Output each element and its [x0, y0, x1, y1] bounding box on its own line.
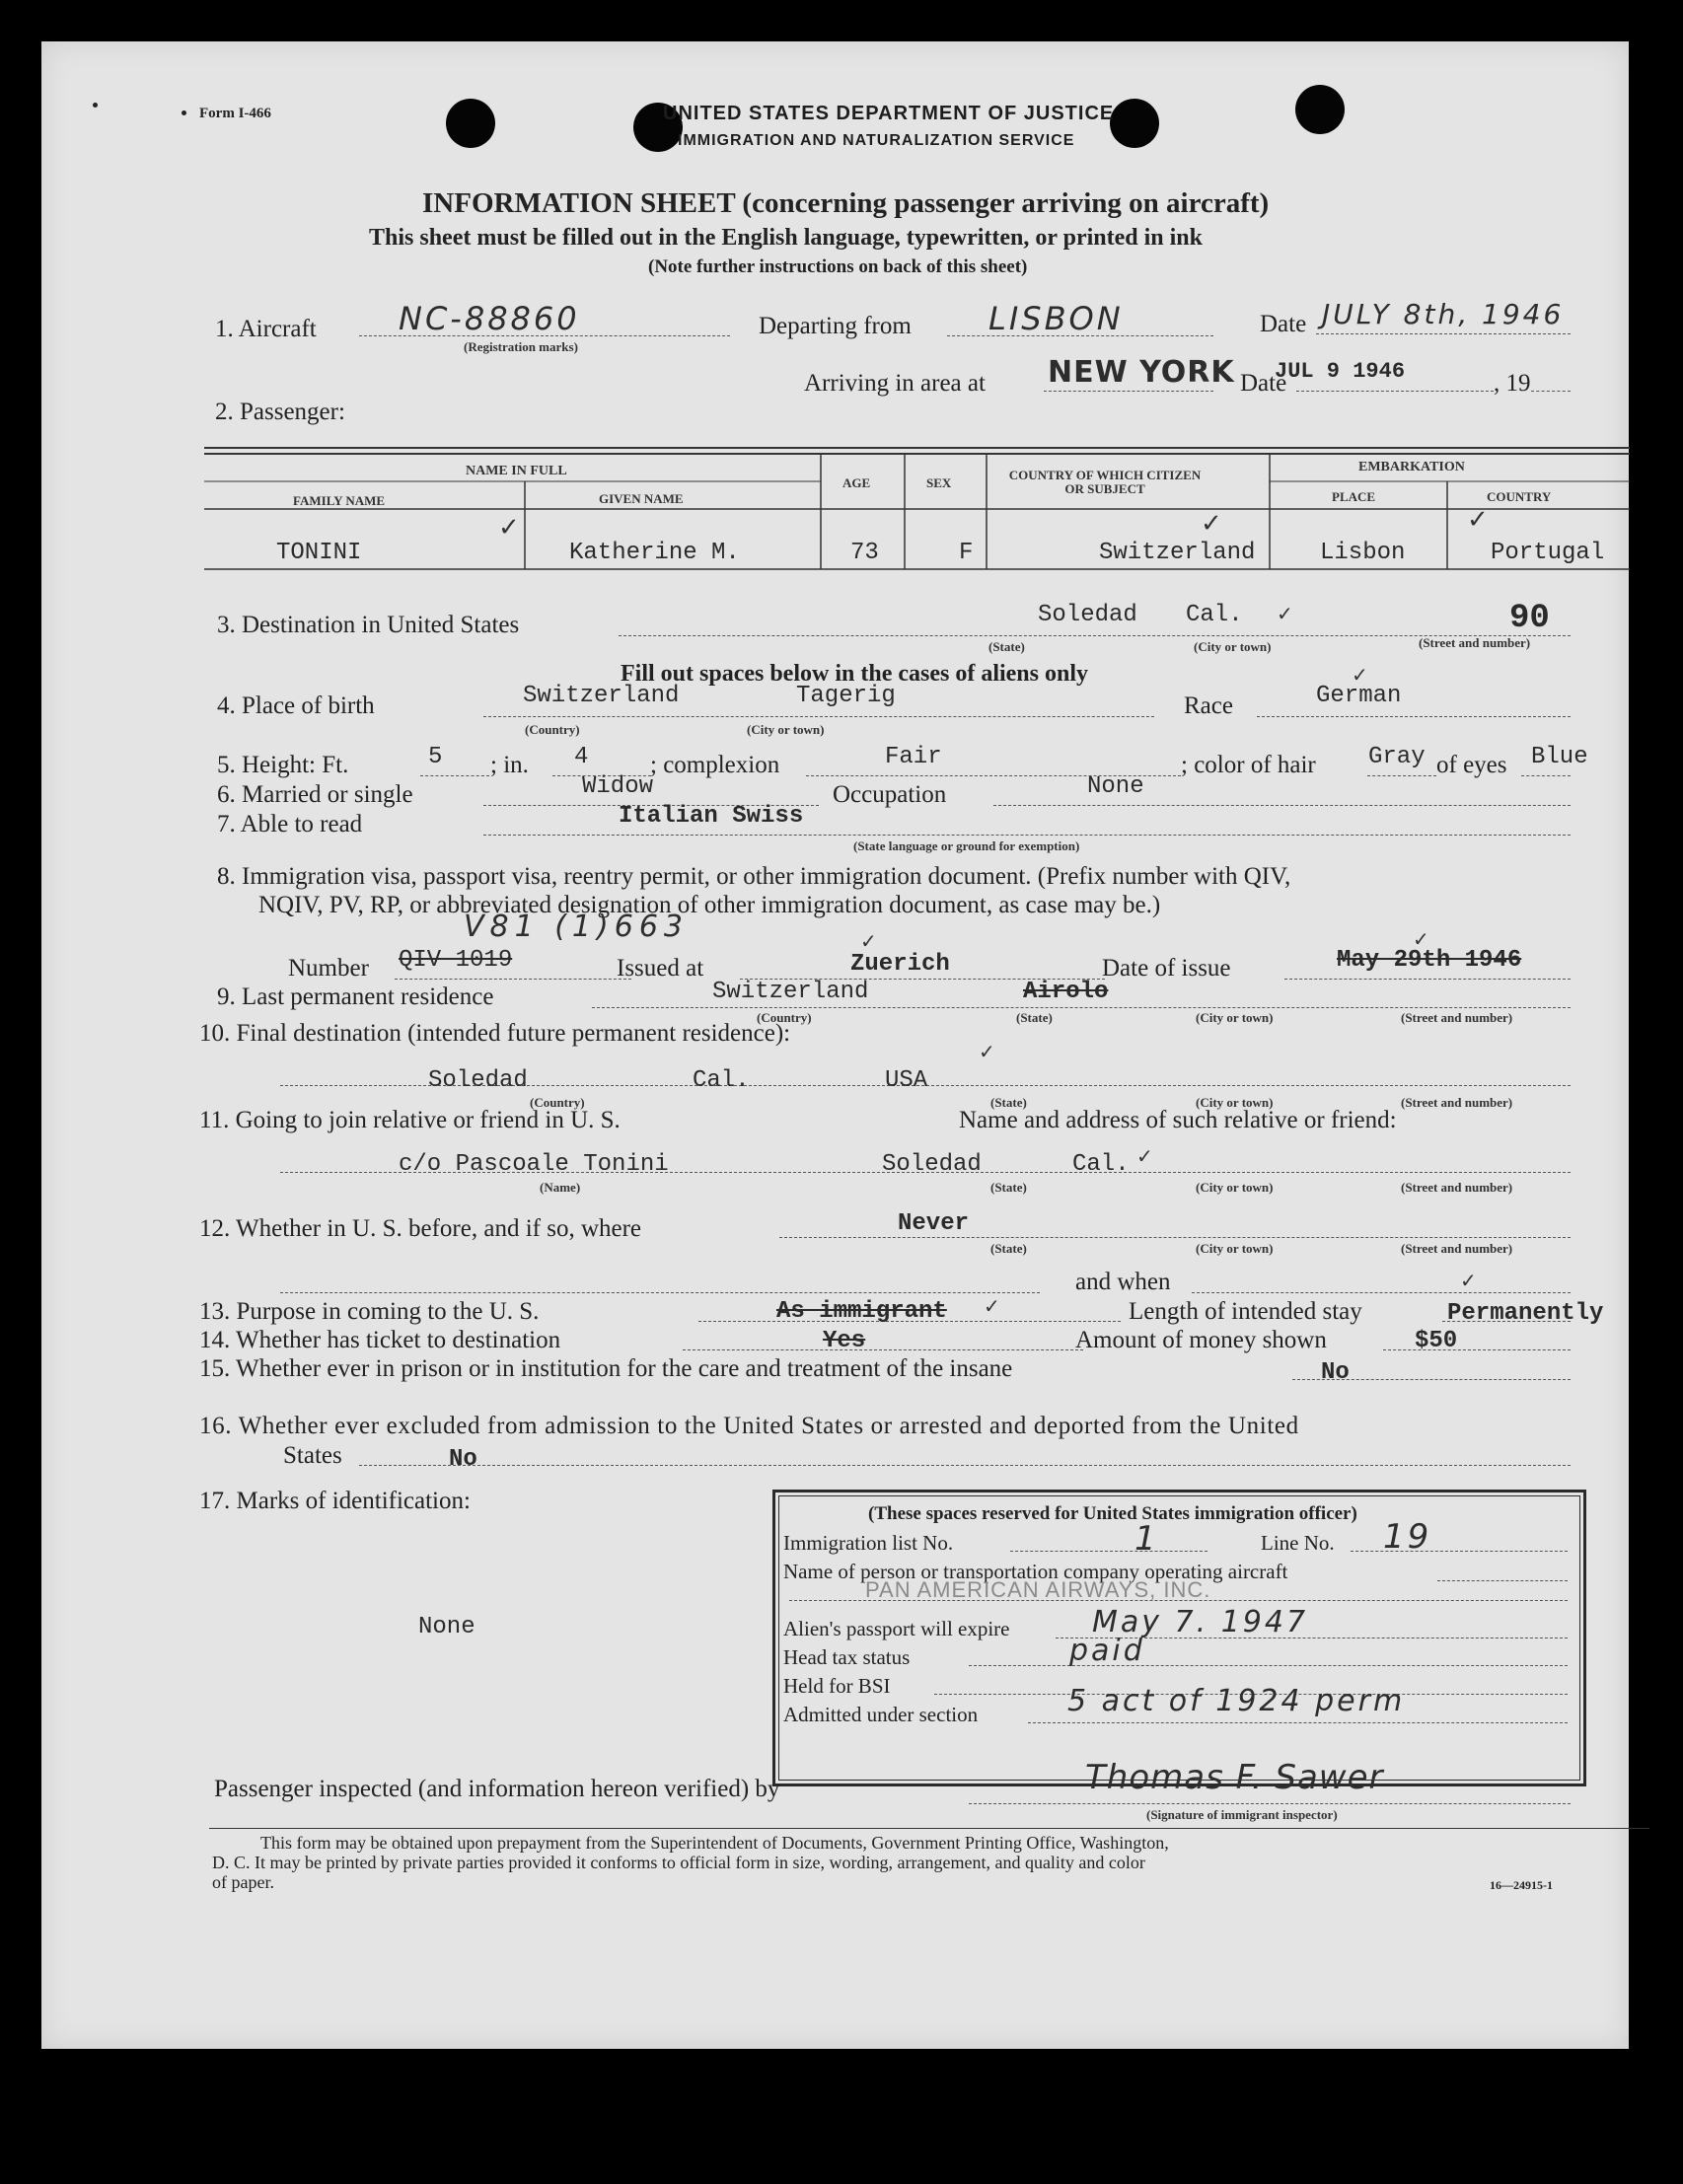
departing-label: Departing from — [759, 313, 912, 339]
service-name: IMMIGRATION AND NATURALIZATION SERVICE — [678, 132, 1075, 149]
passport-value[interactable]: May 7. 1947 — [1092, 1605, 1309, 1639]
read-label: 7. Able to read — [217, 811, 363, 837]
admitted-value[interactable]: 5 act of 1924 perm — [1067, 1684, 1406, 1718]
line-no-label: Line No. — [1261, 1531, 1335, 1555]
marks-label: 17. Marks of identification: — [199, 1488, 471, 1514]
inspector-signature: Thomas F. Sawer — [1085, 1758, 1384, 1797]
inspected-label: Passenger inspected (and information hereon verified) by — [214, 1776, 780, 1802]
checkmark-icon: ✓ — [1413, 927, 1429, 951]
excluded-label-1: 16. Whether ever excluded from admission to the United States or arrested and deported from the United — [199, 1413, 1299, 1439]
arrival-stamp-date[interactable]: JUL 9 1946 — [1275, 359, 1406, 384]
checkmark-icon: ✓ — [1277, 602, 1293, 625]
footer-code: 16—24915-1 — [1490, 1878, 1553, 1892]
race-value[interactable]: German — [1316, 683, 1402, 709]
instructions-note: (Note further instructions on back of this sheet) — [648, 256, 1028, 277]
read-value[interactable]: Italian Swiss — [619, 803, 804, 830]
visa-annotation: V81 (1)663 — [464, 910, 689, 944]
footer-rule — [209, 1828, 1649, 1829]
signature-caption: (Signature of immigrant inspector) — [1146, 1807, 1338, 1822]
complexion-value[interactable]: Fair — [885, 744, 942, 770]
stay-label: Length of intended stay — [1129, 1298, 1362, 1325]
company-stamp[interactable]: PAN AMERICAN AIRWAYS, INC. — [865, 1577, 1211, 1602]
th-place: PLACE — [1332, 489, 1376, 504]
purpose-value[interactable]: As immigrant — [776, 1298, 947, 1325]
departure-date[interactable]: JULY 8th, 1946 — [1322, 298, 1565, 330]
passenger-label: 2. Passenger: — [215, 399, 345, 425]
marks-value[interactable]: None — [418, 1614, 476, 1640]
th-name-in-full: NAME IN FULL — [466, 464, 567, 478]
cap-state: (State) — [990, 1180, 1027, 1195]
ticket-label: 14. Whether has ticket to destination — [199, 1327, 561, 1353]
issued-at-value[interactable]: Zuerich — [850, 951, 950, 978]
tax-value[interactable]: paid — [1069, 1634, 1145, 1668]
checkmark-icon: ✓ — [1136, 1144, 1153, 1168]
emb-country[interactable]: Portugal — [1491, 540, 1605, 566]
cap-state: (State) — [990, 1241, 1027, 1256]
checkmark-icon: ✓ — [984, 1294, 1000, 1318]
admitted-label: Admitted under section — [783, 1703, 979, 1726]
cap-country: (Country) — [757, 1010, 812, 1025]
date-label: Date — [1260, 311, 1307, 337]
bsi-label: Held for BSI — [783, 1674, 891, 1698]
form-title: INFORMATION SHEET (concerning passenger arriving on aircraft) — [422, 187, 1270, 219]
checkmark-icon: ✓ — [498, 513, 520, 543]
cap-street: (Street and number) — [1401, 1241, 1513, 1256]
th-country: COUNTRY OF WHICH CITIZEN OR SUBJECT — [1008, 468, 1202, 496]
footer-line-1: This form may be obtained upon prepayment from the Superintendent of Documents, Government Printing Office, Washington, — [260, 1833, 1169, 1853]
form-number: Form I-466 — [199, 106, 271, 121]
footer-line-3: of paper. — [212, 1872, 274, 1892]
cap-city: (City or town) — [1196, 1095, 1274, 1110]
residence-country[interactable]: Switzerland — [712, 979, 869, 1005]
agency-name: UNITED STATES DEPARTMENT OF JUSTICE — [663, 103, 1115, 124]
reg-caption: (Registration marks) — [464, 339, 578, 354]
departing-value[interactable]: LISBON — [988, 300, 1124, 337]
final-dest-label: 10. Final destination (intended future permanent residence): — [199, 1020, 791, 1047]
cap-country: (Country) — [525, 722, 580, 737]
final-dest-city[interactable]: USA — [885, 1067, 928, 1094]
cap-city: (City or town) — [1196, 1010, 1274, 1025]
join-name[interactable]: c/o Pascoale Tonini — [399, 1151, 669, 1178]
hair-value[interactable]: Gray — [1368, 744, 1426, 770]
prison-label: 15. Whether ever in prison or in institution for the care and treatment of the insane — [199, 1355, 1013, 1382]
destination-label: 3. Destination in United States — [217, 612, 520, 638]
visa-number[interactable]: QIV 1019 — [399, 947, 513, 974]
issue-date-label: Date of issue — [1102, 955, 1231, 982]
checkmark-icon: ✓ — [1467, 505, 1489, 535]
instructions: This sheet must be filled out in the English language, typewritten, or printed in ink — [369, 225, 1203, 251]
company-label: Name of person or transportation company operating aircraft — [783, 1560, 1288, 1583]
height-ft[interactable]: 5 — [428, 744, 443, 770]
aircraft-value[interactable]: NC-88860 — [399, 300, 580, 337]
footer-line-2: D. C. It may be printed by private parties provided it conforms to official form in size, wording, arrangement, and quality and color — [212, 1853, 1145, 1872]
th-emb-country: COUNTRY — [1487, 489, 1552, 504]
birth-city[interactable]: Tagerig — [796, 683, 896, 709]
age[interactable]: 73 — [850, 540, 879, 566]
emb-place[interactable]: Lisbon — [1320, 540, 1406, 566]
sex[interactable]: F — [959, 540, 974, 566]
checkmark-icon: ✓ — [860, 929, 877, 953]
aircraft-label: 1. Aircraft — [215, 316, 317, 342]
passport-label: Alien's passport will expire — [783, 1617, 1010, 1640]
residence-state[interactable]: Airolo — [1023, 979, 1109, 1005]
hair-label: ; color of hair — [1181, 752, 1316, 778]
cap-city: (City or town) — [747, 722, 825, 737]
destination-street[interactable]: 90 — [1509, 600, 1550, 637]
destination-state[interactable]: Soledad — [1038, 602, 1137, 628]
speck — [93, 103, 98, 108]
cap-country: (Country) — [530, 1095, 585, 1110]
arriving-label: Arriving in area at — [804, 370, 986, 397]
th-sex: SEX — [926, 475, 952, 490]
th-age: AGE — [842, 475, 871, 490]
th-embarkation: EMBARKATION — [1358, 460, 1465, 474]
th-given-name: GIVEN NAME — [599, 491, 684, 506]
marital-label: 6. Married or single — [217, 781, 413, 808]
tax-label: Head tax status — [783, 1645, 911, 1669]
before-value[interactable]: Never — [898, 1210, 970, 1237]
final-dest-state[interactable]: Cal. — [693, 1067, 750, 1094]
cap-street: (Street and number) — [1401, 1180, 1513, 1195]
date2-label: Date — [1240, 370, 1287, 397]
line-no-value[interactable]: 19 — [1383, 1517, 1432, 1557]
checkmark-icon: ✓ — [1352, 663, 1368, 687]
cap-city: (City or town) — [1194, 639, 1272, 654]
join-state[interactable]: Soledad — [882, 1151, 982, 1178]
arriving-value[interactable]: NEW YORK — [1048, 355, 1235, 390]
aliens-note: Fill out spaces below in the cases of aliens only — [621, 661, 1089, 687]
money-label: Amount of money shown — [1075, 1327, 1327, 1353]
read-caption: (State language or ground for exemption) — [853, 838, 1080, 853]
height-in[interactable]: 4 — [574, 744, 589, 770]
join-label: 11. Going to join relative or friend in U. S. — [199, 1107, 621, 1133]
birthplace-label: 4. Place of birth — [217, 692, 375, 719]
punch-hole — [1110, 99, 1159, 148]
cap-street: (Street and number) — [1401, 1010, 1513, 1025]
date2-suffix: , 19 — [1494, 370, 1531, 397]
occupation-label: Occupation — [833, 781, 947, 808]
list-no-value[interactable]: 1 — [1134, 1519, 1159, 1559]
citizen-country[interactable]: Switzerland — [1099, 540, 1256, 566]
cap-street: (Street and number) — [1419, 635, 1531, 650]
join-name-label: Name and address of such relative or friend: — [959, 1107, 1397, 1133]
checkmark-icon: ✓ — [1201, 509, 1222, 539]
race-label: Race — [1184, 692, 1233, 719]
family-name[interactable]: TONINI — [276, 540, 362, 566]
checkmark-icon: ✓ — [979, 1040, 995, 1063]
punch-hole — [1295, 85, 1345, 134]
complexion-label: ; complexion — [650, 752, 780, 778]
list-no-label: Immigration list No. — [783, 1531, 954, 1555]
cap-name: (Name) — [540, 1180, 581, 1195]
cap-state: (State) — [990, 1095, 1027, 1110]
when-label: and when — [1075, 1269, 1171, 1295]
form-sheet — [41, 41, 1629, 2049]
birth-country[interactable]: Switzerland — [523, 683, 680, 709]
join-city[interactable]: Cal. — [1072, 1151, 1130, 1178]
officer-title: (These spaces reserved for United States immigration officer) — [868, 1503, 1357, 1524]
cap-city: (City or town) — [1196, 1241, 1274, 1256]
speck — [182, 110, 186, 115]
residence-label: 9. Last permanent residence — [217, 983, 494, 1010]
punch-hole — [446, 99, 495, 148]
eyes-value[interactable]: Blue — [1531, 744, 1588, 770]
checkmark-icon: ✓ — [1460, 1269, 1477, 1292]
prison-value[interactable]: No — [1321, 1359, 1350, 1386]
ticket-value[interactable]: Yes — [823, 1328, 866, 1354]
marital-value[interactable]: Widow — [582, 773, 654, 800]
excluded-value[interactable]: No — [449, 1446, 477, 1473]
given-name[interactable]: Katherine M. — [569, 540, 740, 566]
destination-city[interactable]: Cal. — [1186, 602, 1243, 628]
purpose-label: 13. Purpose in coming to the U. S. — [199, 1298, 540, 1325]
cap-state: (State) — [988, 639, 1025, 654]
before-label: 12. Whether in U. S. before, and if so, where — [199, 1215, 642, 1242]
visa-label-1: 8. Immigration visa, passport visa, reentry permit, or other immigration document. (Prefix number with QIV, — [217, 863, 1291, 890]
visa-number-label: Number — [288, 955, 369, 982]
money-value[interactable]: $50 — [1415, 1328, 1458, 1354]
th-family-name: FAMILY NAME — [293, 493, 386, 508]
cap-state: (State) — [1016, 1010, 1053, 1025]
issued-at-label: Issued at — [617, 955, 704, 982]
eyes-label: of eyes — [1436, 752, 1507, 778]
occupation-value[interactable]: None — [1087, 773, 1144, 800]
stay-value[interactable]: Permanently — [1447, 1300, 1604, 1327]
in-label: ; in. — [490, 752, 529, 778]
cap-city: (City or town) — [1196, 1180, 1274, 1195]
final-dest-country[interactable]: Soledad — [428, 1067, 528, 1094]
cap-street: (Street and number) — [1401, 1095, 1513, 1110]
excluded-label-2: States — [283, 1442, 342, 1469]
visa-label-2: NQIV, PV, RP, or abbreviated designation of other immigration document, as case may be.) — [258, 892, 1161, 918]
issue-date-value[interactable]: May 29th 1946 — [1337, 947, 1522, 974]
height-label: 5. Height: Ft. — [217, 752, 349, 778]
